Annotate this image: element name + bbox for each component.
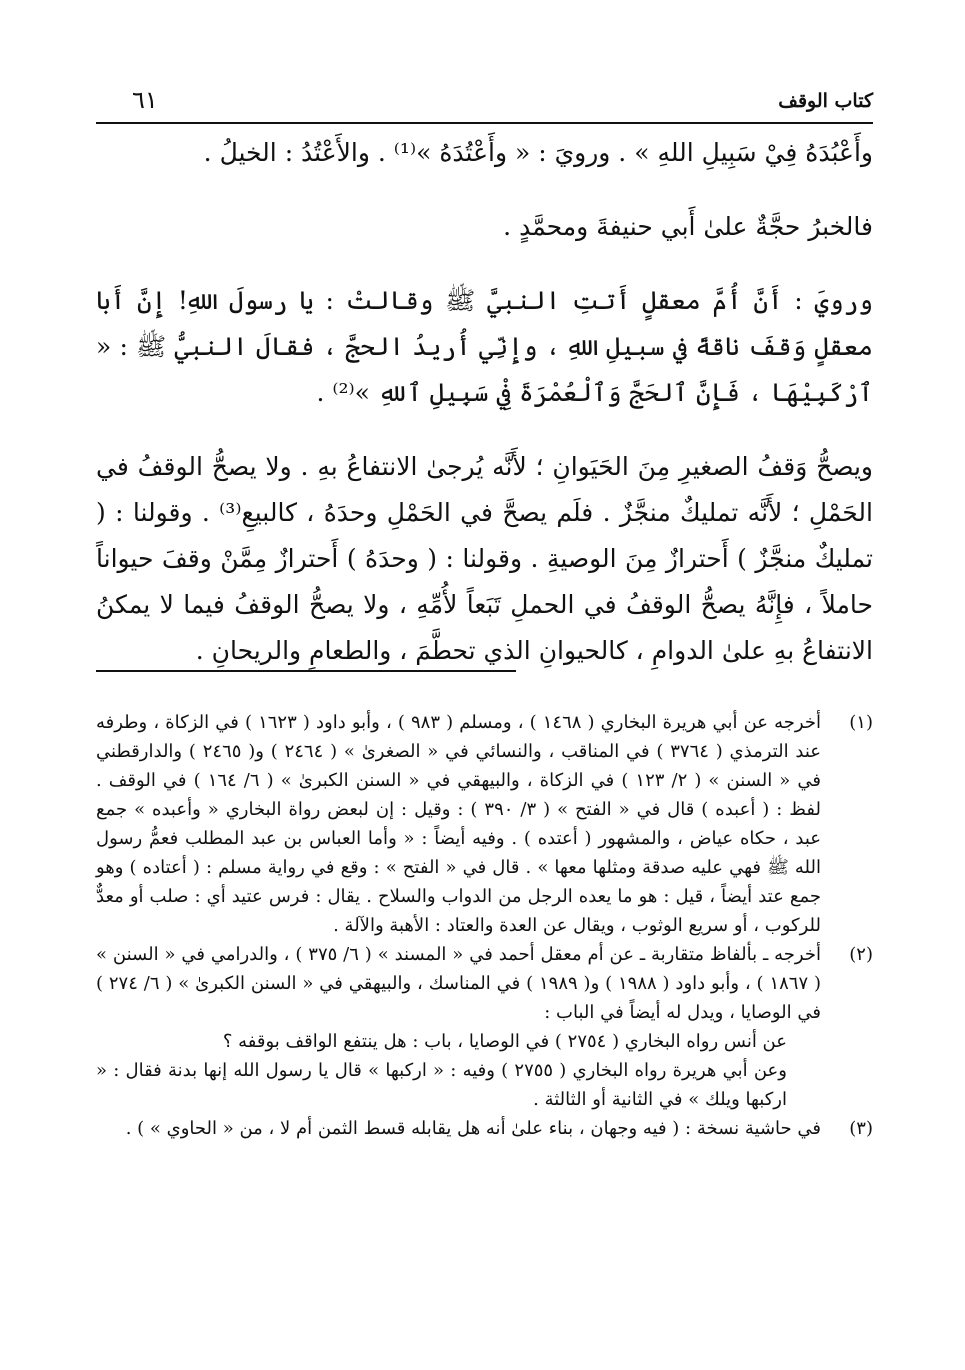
footnote-2 <box>96 940 873 1114</box>
page-number: ٦١ <box>132 86 158 114</box>
paragraph-4: ويصحُّ وَقفُ الصغيرِ مِنَ الحَيَوانِ ؛ لأَنَّه يُرجىٰ الانتفاعُ بهِ . ولا يصحُّ الوقفُ في الحَمْلِ ؛ لأَنَّه تمليكٌ منجَّزٌ . فلَم يصحَّ في الحَمْلِ وحدَهُ ، كالبيعِ⁽³⁾ . وقولنا : ( تمليكٌ منجَّزٌ ) أَحترازٌ مِنَ الوصيةِ . وقولنا : ( وحدَهُ ) أَحترازٌ مِمَّنْ وقفَ حيواناً حاملاً ، فإِنَّهُ يصحُّ الوقفُ في الحملِ تَبَعاً لأُمِّهِ ، ولا يصحُّ الوقفُ فيما لا يمكنُ الانتفاعُ بهِ علىٰ الدوامِ ، كالحيوانِ الذي تحطَّمَ ، والطعامِ والريحانِ . <box>96 452 873 665</box>
main-text <box>96 130 873 674</box>
footnote-subline: وعن أبي هريرة رواه البخاري ( ٢٧٥٥ ) وفيه : « اركبها » قال يا رسول الله إنها بدنة فقال : « اركبها ويلك » في الثانية أو الثالثة . <box>96 1060 787 1110</box>
footnote-3 <box>96 1114 873 1143</box>
footnote-text: أخرجه ـ بألفاظ متقاربة ـ عن أم معقل أحمد في « المسند » ( ٦/ ٣٧٥ ) ، والدرامي في « السنن » ( ١٨٦٧ ) ، وأبو داود ( ١٩٨٨ ) و( ١٩٨٩ ) في المناسك ، والبيهقي في « السنن الكبرىٰ » ( ٦/ ٢٧٤ ) في الوصايا ، ويدل له أيضاً في الباب : <box>96 944 821 1023</box>
footnote-1 <box>96 708 873 940</box>
footnote-text: في حاشية نسخة : ( فيه وجهان ، بناء علىٰ أنه هل يقابله قسط الثمن أم لا ، من « الحاوي » ) . <box>125 1118 821 1139</box>
paragraph-3: ورويَ : أَنَّ أُمَّ معقلٍ أَتتِ النبيَّ ﷺ وقالتْ : يا رسولَ اللهِ! إِنَّ أَبا معقلٍ وَقفَ ناقةً في سبيلِ اللهِ ، وإِنِّي أُريدُ الحجَّ ، فقالَ النبيُّ ﷺ : « ٱرْكَبِيْهَا ، فَإِنَّ ٱلحَجَّ وَٱلْعُمْرَةَ فِيْ سَبِيلِ ٱللهِ »⁽²⁾ . <box>96 286 873 407</box>
running-header <box>96 86 873 124</box>
paragraph-1: وأَعْبُدَهُ فِيْ سَبِيلِ اللهِ » . ورويَ : « وأَعْتُدَهُ »⁽¹⁾ . والأَعْتُدُ : الخيلُ . <box>203 138 873 167</box>
footnote-subline: عن أنس رواه البخاري ( ٢٧٥٤ ) في الوصايا ، باب : هل ينتفع الواقف بوقفه ؟ <box>222 1031 787 1052</box>
footnote-number: (١) <box>849 712 873 733</box>
footnote-number: (٣) <box>849 1118 873 1139</box>
paragraph-2: فالخبرُ حجَّةٌ علىٰ أَبي حنيفةَ ومحمَّدٍ . <box>503 212 873 241</box>
footnote-divider <box>96 670 516 672</box>
book-title: كتاب الوقف <box>778 90 873 112</box>
footnote-text: أخرجه عن أبي هريرة البخاري ( ١٤٦٨ ) ، ومسلم ( ٩٨٣ ) ، وأبو داود ( ١٦٢٣ ) في الزكاة ، وطرفه عند الترمذي ( ٣٧٦٤ ) في المناقب ، والنسائي في « الصغرىٰ » ( ٢٤٦٤ ) و( ٢٤٦٥ ) والدارقطني في « السنن » ( ٢/ ١٢٣ ) في الزكاة ، والبيهقي في « السنن الكبرىٰ » ( ٦/ ١٦٤ ) في الوقف . لفظ : ( أعبده ) قال في « الفتح » ( ٣/ ٣٩٠ ) : وقيل : إن لبعض رواة البخاري « وأعبده » جمع عبد ، حكاه عياض ، والمشهور ( أعتده ) . وفيه أيضاً : « وأما العباس بن عبد المطلب فعمُّ رسول الله ﷺ فهي عليه صدقة ومثلها معها » . قال في « الفتح » : وقع في رواية مسلم : ( أعتاده ) وهو جمع عتد أيضاً ، قيل : هو ما يعده الرجل من الدواب والسلاح . يقال : فرس عتيد أي : صلب أو معدٌّ للركوب ، أو سريع الوثوب ، ويقال عن العدة والعتاد : الأهبة والآلة . <box>96 712 822 936</box>
footnotes <box>96 708 873 1143</box>
footnote-number: (٢) <box>849 944 873 965</box>
